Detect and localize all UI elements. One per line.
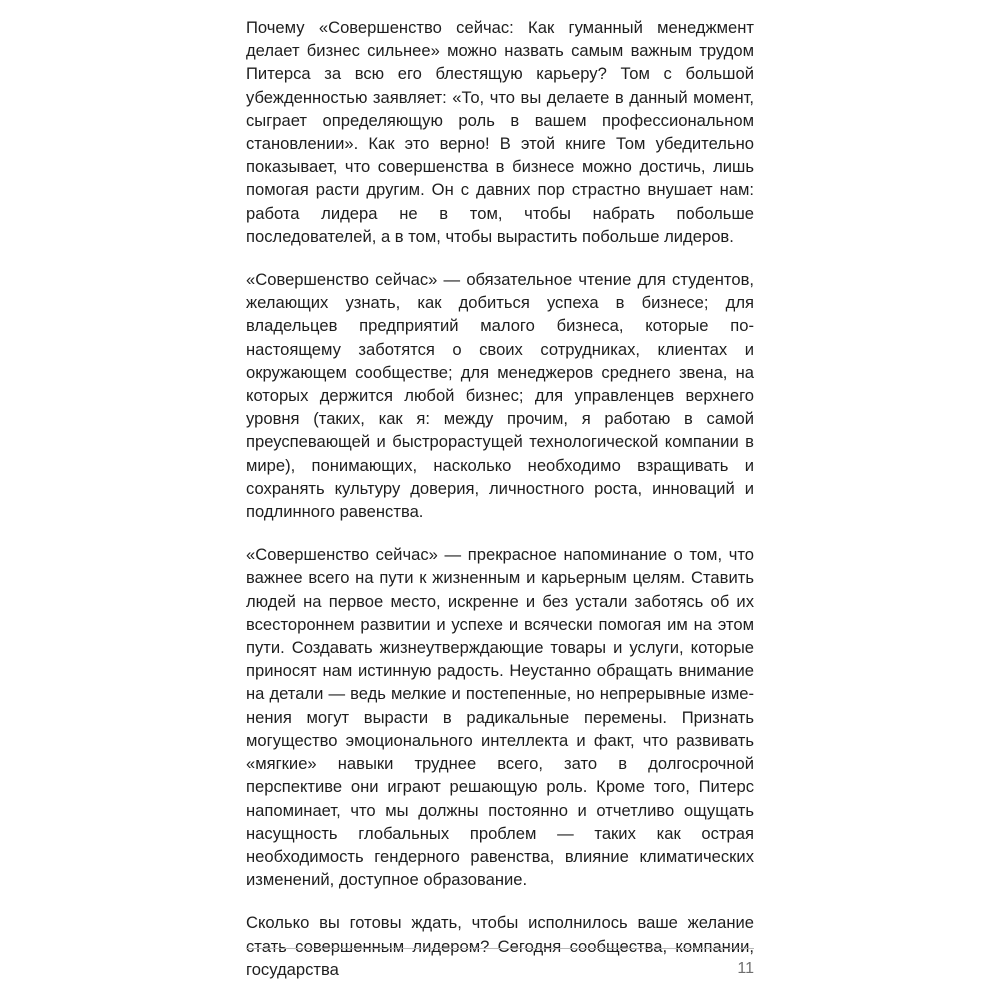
paragraph-1: Почему «Совершенство сейчас: Как гуманный менеджмент делает бизнес сильнее» можно назвать самым важным трудом Питерса за всю его блестящую карьеру? Том с большой убежденностью заявляет: «То, что вы делаете в данный момент, сыграет определяющую роль в вашем профессиональном становлении». Как это верно! В этой книге Том убедительно показывает, что совершенства в бизнесе можно достичь, лишь помогая расти другим. Он с давних пор страстно внушает нам: работа лидера не в том, чтобы набрать побольше последователей, а в том, чтобы вырастить побольше лидеров. <box>246 18 754 246</box>
paragraph-2: «Совершенство сейчас» — обязательное чтение для студентов, желающих узнать, как добиться успеха в бизнесе; для владельцев предприятий малого бизнеса, которые по-настоящему заботятся о своих сотрудниках, клиентах и окружающем сообществе; для менеджеров среднего звена, на которых держится любой бизнес; для управленцев верхнего уровня (таких, как я: между прочим, я работаю в самой преуспевающей и быстрорастущей технологической компании в мире), понимающих, насколько необходимо взращивать и сохранять культуру доверия, личностного роста, инноваций и подлинного равенства. <box>246 270 754 522</box>
paragraph-3: «Совершенство сейчас» — прекрасное напоминание о том, что важнее всего на пути к жизненным и карьерным целям. Ставить людей на первое место, искренне и без устали заботясь об их всестороннем развитии и успехе и всячески помогая им на этом пути. Создавать жизнеутверждающие товары и услуги, которые приносят нам истинную радость. Неустанно обращать внимание на детали — ведь мелкие и постепенные, но непрерывные изменения могут вырасти в радикальные перемены. Признать могущество эмоционального интеллекта и факт, что развивать «мягкие» навыки труднее всего, зато в долгосрочной перспективе они играют решающую роль. Кроме того, Питерс напоминает, что мы должны постоянно и отчетливо ощущать насущность глобальных проблем — таких как острая необходимость гендерного равенства, влияние климатических изменений, доступное образование. <box>246 545 754 890</box>
paragraph-4: Сколько вы готовы ждать, чтобы исполнилось ваше желание стать совершенным лидером? Сегодня сообщества, компании, государства <box>246 913 754 979</box>
body-text <box>246 16 754 981</box>
footer-divider <box>246 948 754 949</box>
page-number: 11 <box>737 960 754 977</box>
